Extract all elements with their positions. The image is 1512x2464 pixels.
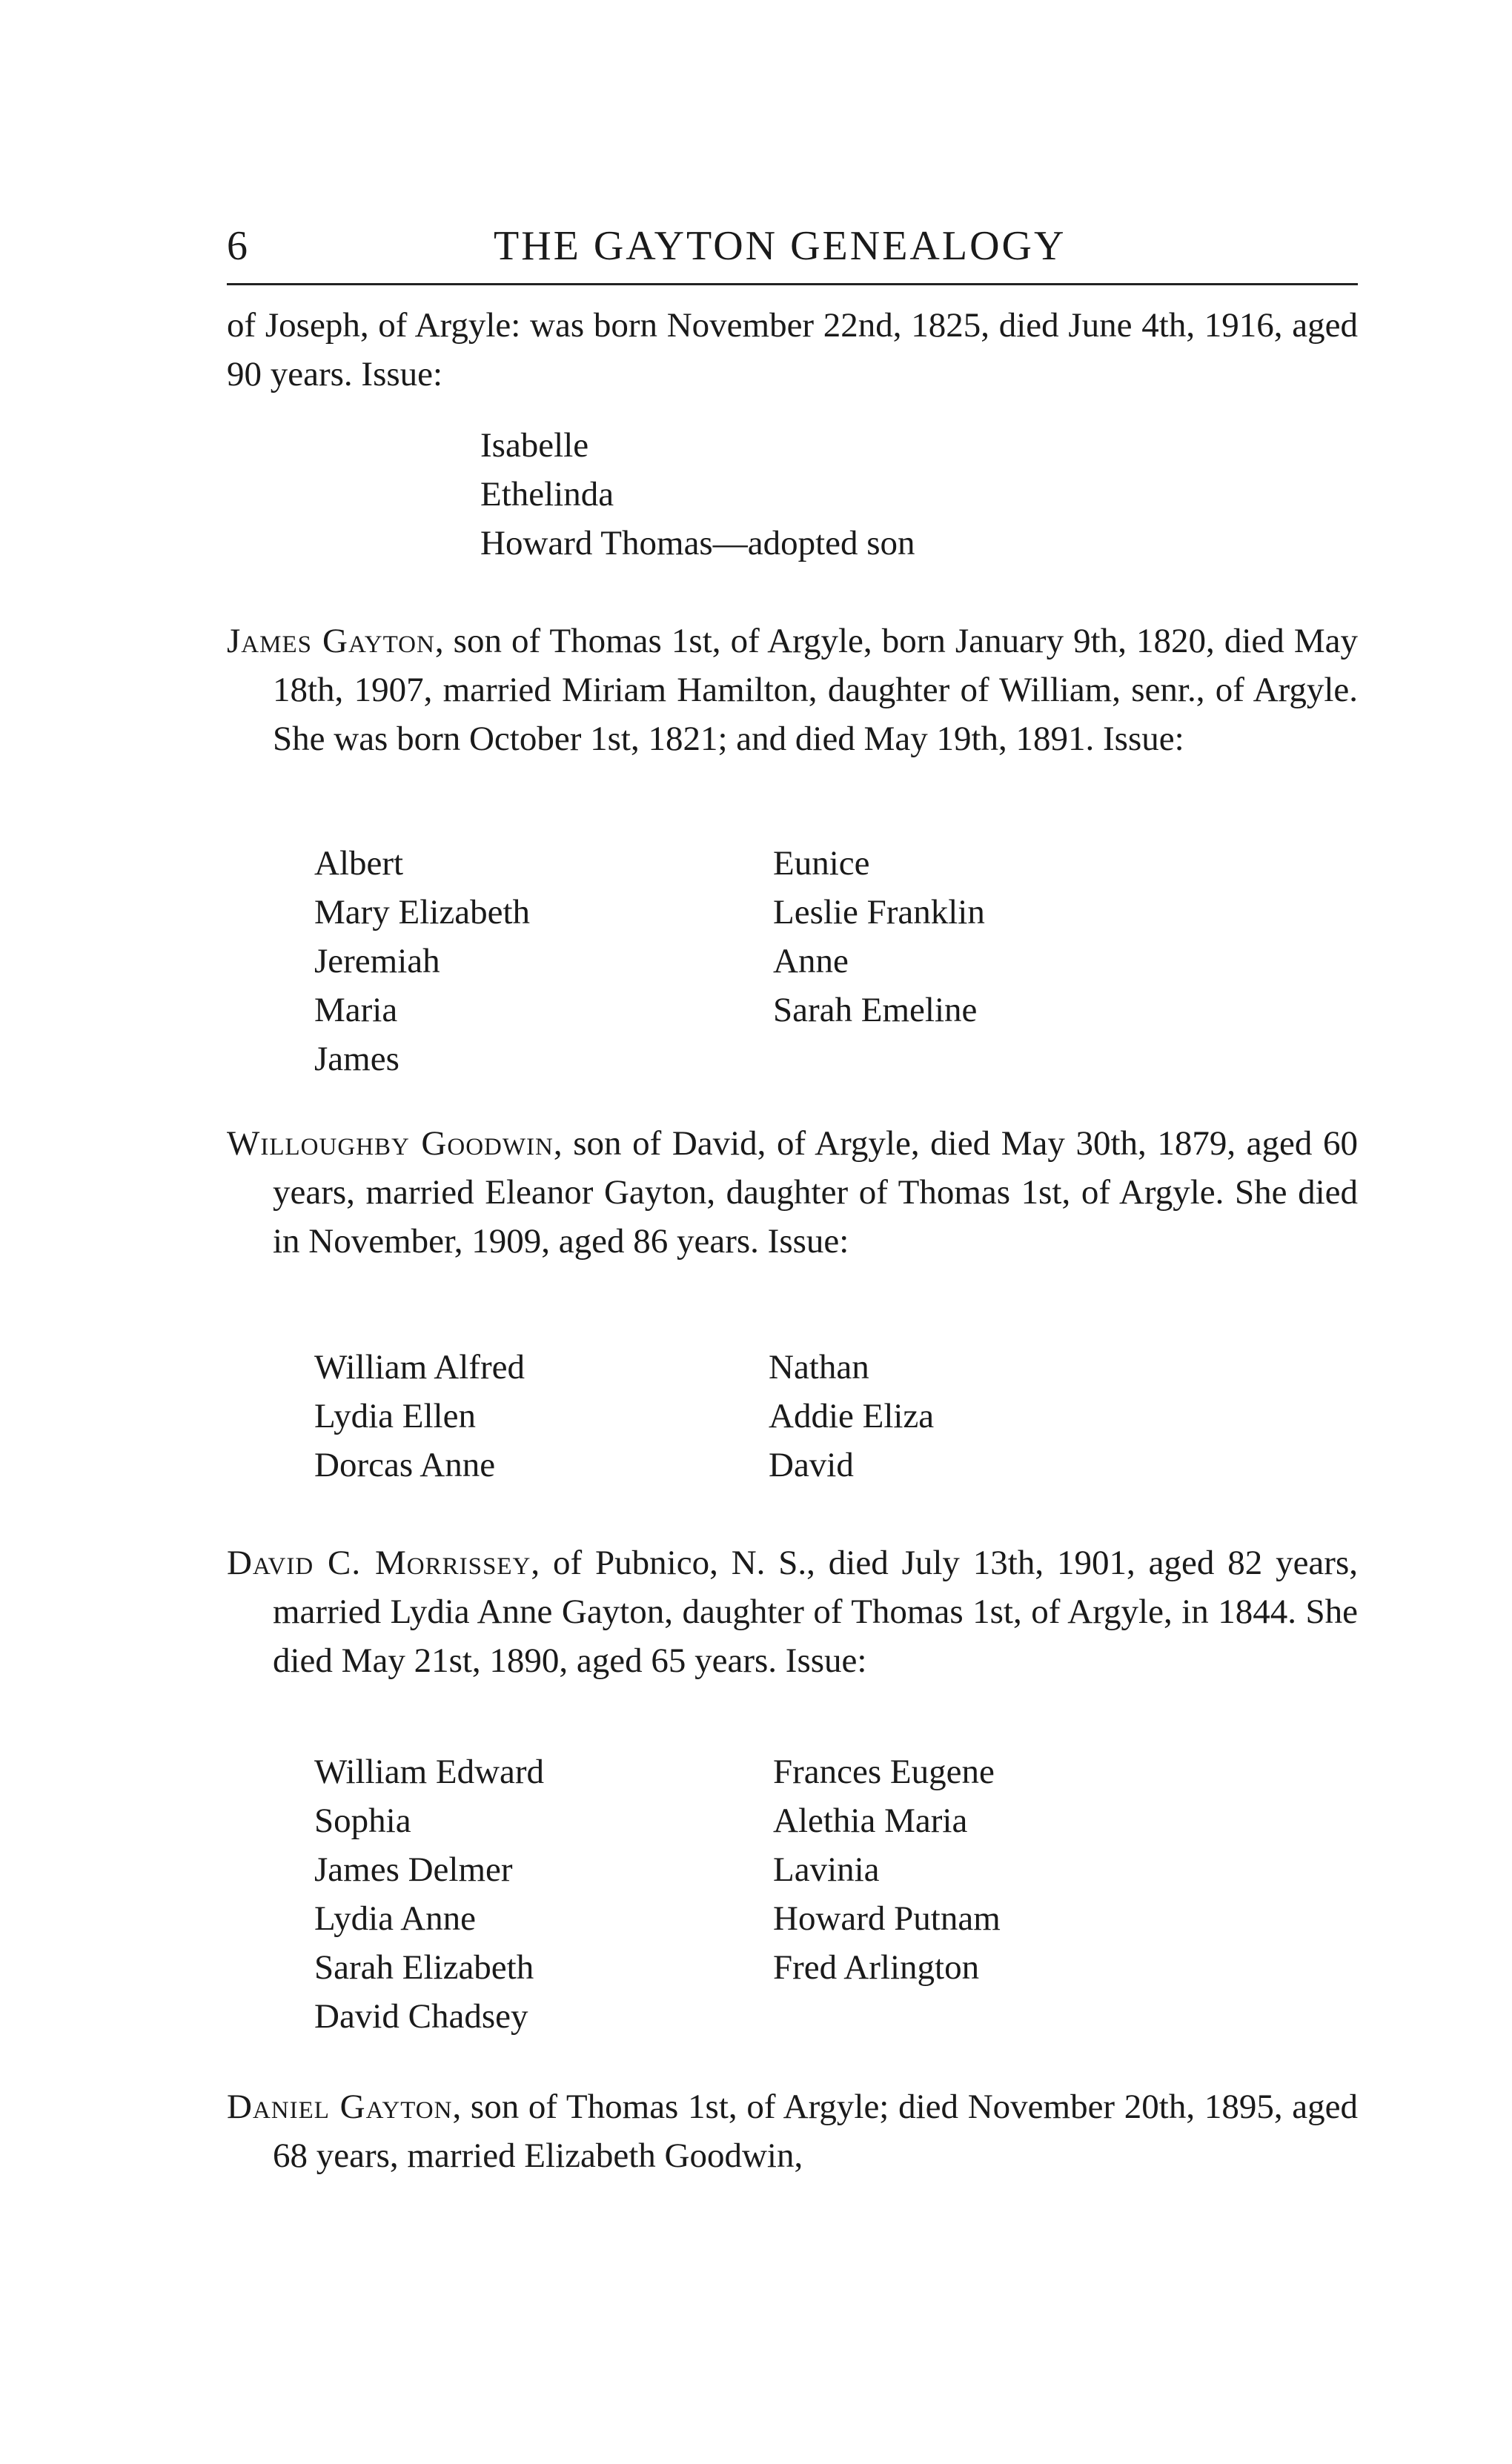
entry-name: Daniel Gayton [227, 2088, 453, 2126]
entry-james-gayton [227, 617, 1358, 763]
issue-item: Sarah Emeline [773, 991, 978, 1029]
issue-item: James Delmer [314, 1850, 513, 1889]
entry-paragraph [227, 1119, 1358, 1266]
entry-paragraph [227, 617, 1358, 763]
issue-list-col2 [773, 1747, 1001, 1992]
issue-item: Ethelinda [480, 475, 614, 514]
entry-paragraph [227, 2082, 1358, 2180]
issue-item: Lavinia [773, 1850, 880, 1889]
entry-name: James Gayton [227, 622, 435, 660]
issue-list-col1 [480, 421, 915, 568]
entry-david-morrissey [227, 1538, 1358, 1685]
entry-willoughby-goodwin [227, 1119, 1358, 1266]
issue-item: Anne [773, 942, 849, 980]
issue-item: William Edward [314, 1753, 545, 1791]
issue-item: Frances Eugene [773, 1753, 995, 1791]
issue-item: Leslie Franklin [773, 893, 985, 932]
issue-item: Howard Thomas—adopted son [480, 524, 915, 562]
issue-item: Sophia [314, 1801, 411, 1840]
issue-item: Mary Elizabeth [314, 893, 531, 932]
issue-item: James [314, 1040, 399, 1078]
issue-item: Lydia Anne [314, 1899, 476, 1938]
issue-item: Fred Arlington [773, 1948, 980, 1987]
running-title: THE GAYTON GENEALOGY [494, 223, 1067, 269]
issue-item: Lydia Ellen [314, 1397, 476, 1435]
page-number: 6 [227, 223, 248, 269]
issue-item: Alethia Maria [773, 1801, 968, 1840]
issue-list-col1 [314, 1747, 544, 2041]
issue-item: Dorcas Anne [314, 1446, 496, 1484]
issue-item: Nathan [769, 1348, 869, 1387]
entry-name: David C. Morrissey [227, 1544, 531, 1582]
entry-continuation [227, 301, 1358, 399]
entry-text: of Joseph, of Argyle: was born November 22nd, 1825, died June 4th, 1916, aged 90 years. Issue: [227, 306, 1358, 393]
issue-item: Eunice [773, 844, 870, 883]
issue-item: Albert [314, 844, 404, 883]
issue-item: Jeremiah [314, 942, 440, 980]
issue-item: David [769, 1446, 854, 1484]
issue-list-col1 [314, 1343, 525, 1490]
page-header [227, 219, 1358, 285]
issue-item: Sarah Elizabeth [314, 1948, 534, 1987]
entry-text: , of Pubnico, N. S., died July 13th, 1901, aged 82 years, married Lydia Anne Gayton, daughter of Thomas 1st, of Argyle, in 1844. She died May 21st, 1890, aged 65 years. Issue: [273, 1544, 1358, 1680]
issue-item: Maria [314, 991, 398, 1029]
entry-text: , son of Thomas 1st, of Argyle, born January 9th, 1820, died May 18th, 1907, married Miriam Hamilton, daughter of William, senr., of Argyle. She was born October 1st, 1821; and died May 19th, 1891. Issue: [273, 622, 1358, 758]
issue-item: Isabelle [480, 426, 589, 465]
issue-list-col2 [769, 1343, 934, 1490]
issue-item: Addie Eliza [769, 1397, 935, 1435]
issue-list-col2 [773, 839, 985, 1035]
entry-paragraph [227, 1538, 1358, 1685]
issue-item: David Chadsey [314, 1997, 528, 2036]
entry-text: , son of David, of Argyle, died May 30th, 1879, aged 60 years, married Eleanor Gayton, daughter of Thomas 1st, of Argyle. She died in November, 1909, aged 86 years. Issue: [273, 1124, 1358, 1261]
issue-item: Howard Putnam [773, 1899, 1001, 1938]
issue-list-col1 [314, 839, 530, 1083]
issue-item: William Alfred [314, 1348, 525, 1387]
entry-name: Willoughby Goodwin [227, 1124, 554, 1163]
entry-text: , son of Thomas 1st, of Argyle; died November 20th, 1895, aged 68 years, married Elizabeth Goodwin, [273, 2088, 1358, 2175]
entry-daniel-gayton [227, 2082, 1358, 2180]
